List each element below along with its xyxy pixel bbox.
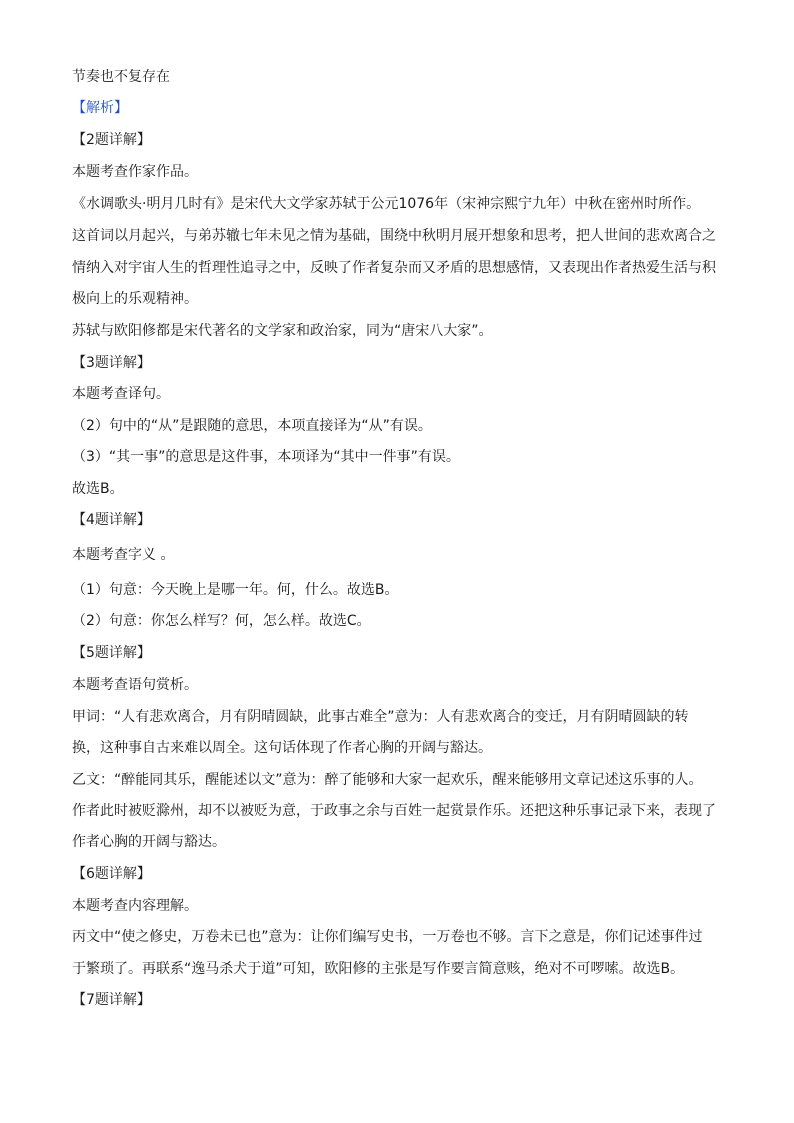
text-line: 节奏也不复存在 (72, 69, 170, 85)
section-heading-q3: 【3题详解】 (72, 355, 151, 371)
text-line: 本题考查作家作品。 (72, 164, 198, 180)
section-heading-q2: 【2题详解】 (72, 132, 151, 148)
text-line: 作者此时被贬滁州，却不以被贬为意，于政事之余与百姓一起赏景作乐。还把这种乐事记录下来，表现了 (72, 803, 716, 819)
text-line: 本题考查内容理解。 (72, 898, 198, 914)
section-heading-q5: 【5题详解】 (72, 645, 151, 661)
analysis-heading: 【解析】 (72, 100, 128, 116)
text-line: 本题考查字义 。 (72, 547, 175, 563)
text-line: 苏轼与欧阳修都是宋代著名的文学家和政治家，同为“唐宋八大家”。 (72, 323, 493, 339)
text-line: 换，这种事自古来难以周全。这句话体现了作者心胸的开阔与豁达。 (72, 740, 492, 756)
text-line: 于繁琐了。再联系“逸马杀犬于道”可知，欧阳修的主张是写作要言简意赅，绝对不可啰嗦。故选B。 (72, 961, 685, 977)
section-heading-q4: 【4题详解】 (72, 512, 151, 528)
text-line: 故选B。 (72, 481, 124, 497)
section-heading-q6: 【6题详解】 (72, 866, 151, 882)
text-line: 丙文中“使之修史，万卷未已也”意为：让你们编写史书，一万卷也不够。言下之意是，你们记述事件过 (72, 929, 703, 945)
section-heading-q7: 【7题详解】 (72, 992, 151, 1008)
text-line: 甲词：“人有悲欢离合，月有阴晴圆缺，此事古难全”意为：人有悲欢离合的变迁，月有阴晴圆缺的转 (72, 709, 689, 725)
text-line: 《水调歌头·明月几时有》是宋代大文学家苏轼于公元1076年（宋神宗熙宁九年）中秋在密州时所作。 (72, 196, 701, 212)
text-line: （2）句中的“从”是跟随的意思，本项直接译为“从”有误。 (72, 418, 432, 434)
text-line: 乙文：“醉能同其乐，醒能述以文”意为：醉了能够和大家一起欢乐，醒来能够用文章记述这乐事的人。 (72, 772, 703, 788)
text-line: （2）句意：你怎么样写？何，怎么样。故选C。 (72, 613, 371, 629)
text-line: 这首词以月起兴，与弟苏辙七年未见之情为基础，围绕中秋明月展开想象和思考，把人世间的悲欢离合之 (72, 228, 716, 244)
text-line: 情纳入对宇宙人生的哲理性追寻之中，反映了作者复杂而又矛盾的思想感情，又表现出作者热爱生活与积 (72, 260, 716, 276)
text-line: （1）句意：今天晚上是哪一年。何，什么。故选B。 (72, 582, 399, 598)
text-line: 极向上的乐观精神。 (72, 291, 198, 307)
text-line: （3）“其一事”的意思是这件事，本项译为“其中一件事”有误。 (72, 449, 460, 465)
text-line: 本题考查语句赏析。 (72, 677, 198, 693)
text-line: 本题考查译句。 (72, 386, 170, 402)
text-line: 作者心胸的开阔与豁达。 (72, 834, 226, 850)
